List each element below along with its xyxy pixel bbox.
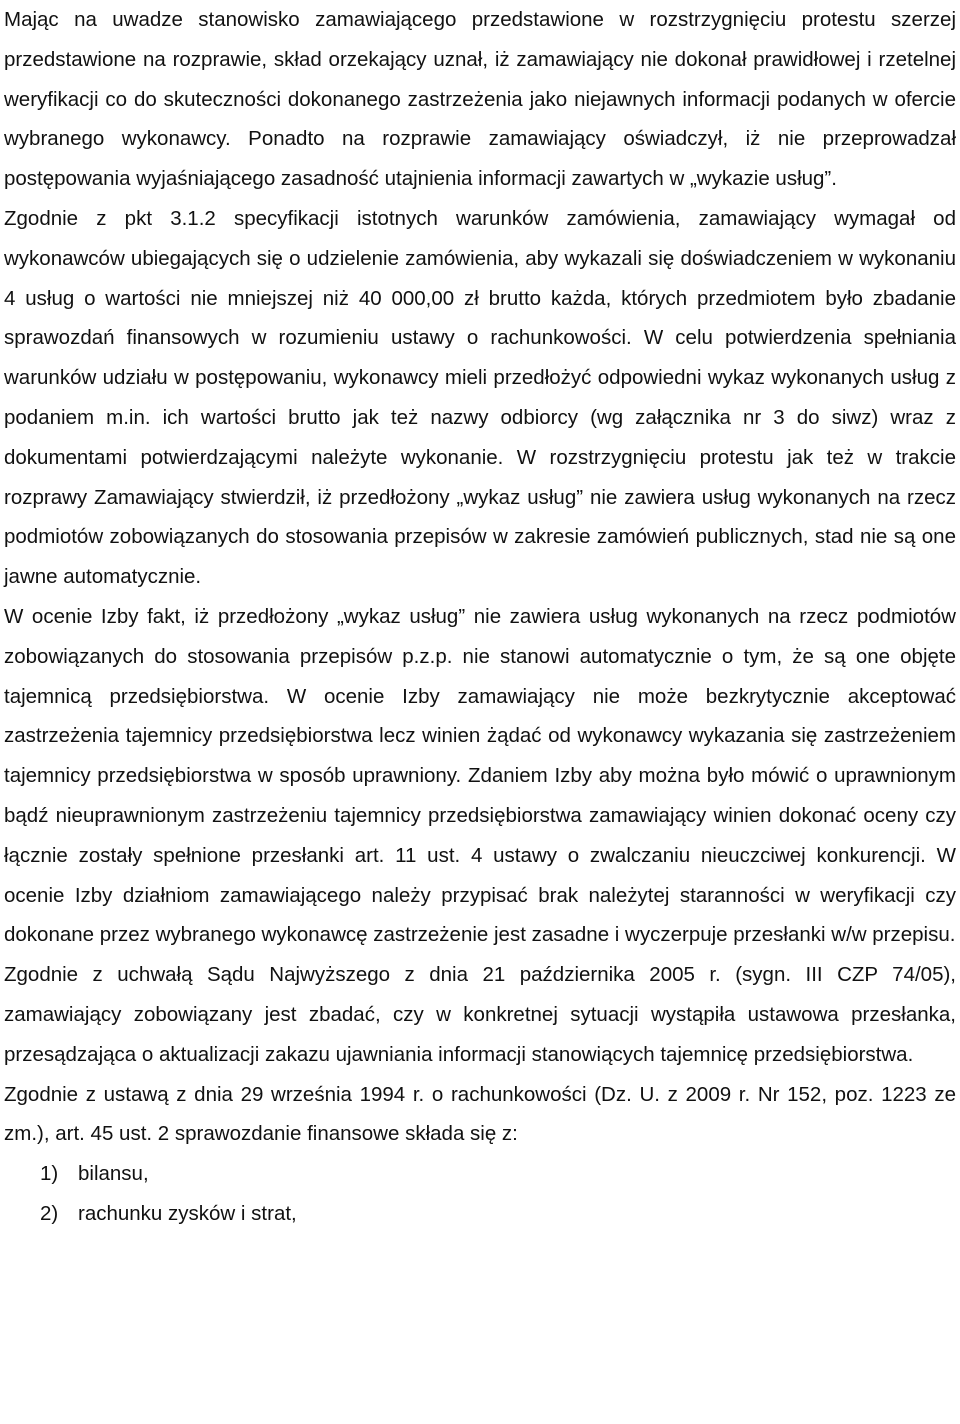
list-item-number: 2) bbox=[40, 1201, 59, 1225]
financial-statement-components-list bbox=[4, 1154, 956, 1234]
paragraph-supreme-court-resolution: Zgodnie z uchwałą Sądu Najwyższego z dnia 21 października 2005 r. (sygn. III CZP 74/05), zamawiający zobowiązany jest zbadać, czy w konkretnej sytuacji wystąpiła ustawowa przesłanka, przesądzająca o aktualizacji zakazu ujawniania informacji stanowiących tajemnicę przedsiębiorstwa. bbox=[4, 963, 956, 1066]
document-page bbox=[4, 0, 956, 1234]
paragraph-protest-assessment: Mając na uwadze stanowisko zamawiającego przedstawione w rozstrzygnięciu protestu szerzej przedstawione na rozprawie, skład orzekający uznał, iż zamawiający nie dokonał prawidłowej i rzetelnej weryfikacji co do skuteczności dokonanego zastrzeżenia jako niejawnych informacji podanych w ofercie wybranego wykonawcy. Ponadto na rozprawie zamawiający oświadczył, iż nie przeprowadzał postępowania wyjaśniającego zasadność utajnienia informacji zawartych w „wykazie usług”. bbox=[4, 8, 956, 191]
list-item-number: 1) bbox=[40, 1162, 59, 1186]
list-item bbox=[4, 1154, 956, 1194]
list-item bbox=[4, 1194, 956, 1234]
list-item-text: rachunku zysków i strat, bbox=[78, 1201, 297, 1225]
list-item-text: bilansu, bbox=[78, 1162, 149, 1186]
paragraph-accounting-act: Zgodnie z ustawą z dnia 29 września 1994 r. o rachunkowości (Dz. U. z 2009 r. Nr 152, poz. 1223 ze zm.), art. 45 ust. 2 sprawozdanie finansowe składa się z: bbox=[4, 1082, 956, 1146]
paragraph-chamber-opinion: W ocenie Izby fakt, iż przedłożony „wykaz usług” nie zawiera usług wykonanych na rzecz podmiotów zobowiązanych do stosowania przepisów p.z.p. nie stanowi automatycznie o tym, że są one objęte tajemnicą przedsiębiorstwa. W ocenie Izby zamawiający nie może bezkrytycznie akceptować zastrzeżenia tajemnicy przedsiębiorstwa lecz winien żądać od wykonawcy wykazania się zastrzeżeniem tajemnicy przedsiębiorstwa w sposób uprawniony. Zdaniem Izby aby można było mówić o uprawnionym bądź nieuprawnionym zastrzeżeniu tajemnicy przedsiębiorstwa zamawiający winien dokonać oceny czy łącznie zostały spełnione przesłanki art. 11 ust. 4 ustawy o zwalczaniu nieuczciwej konkurencji. W ocenie Izby działniom zamawiającego należy przypisać brak należytej staranności w weryfikacji czy dokonane przez wybranego wykonawcę zastrzeżenie jest zasadne i wyczerpuje przesłanki w/w przepisu. bbox=[4, 604, 956, 947]
paragraph-siwz-requirements: Zgodnie z pkt 3.1.2 specyfikacji istotnych warunków zamówienia, zamawiający wymagał od wykonawców ubiegających się o udzielenie zamówienia, aby wykazali się doświadczeniem w wykonaniu 4 usług o wartości nie mniejszej niż 40 000,00 zł brutto każda, których przedmiotem było zbadanie sprawozdań finansowych w rozumieniu ustawy o rachunkowości. W celu potwierdzenia spełniania warunków udziału w postępowaniu, wykonawcy mieli przedłożyć odpowiedni wykaz wykonanych usług z podaniem m.in. ich wartości brutto jak też nazwy odbiorcy (wg załącznika nr 3 do siwz) wraz z dokumentami potwierdzającymi należyte wykonanie. W rozstrzygnięciu protestu jak też w trakcie rozprawy Zamawiający stwierdził, iż przedłożony „wykaz usług” nie zawiera usług wykonanych na rzecz podmiotów zobowiązanych do stosowania przepisów w zakresie zamówień publicznych, stad nie są one jawne automatycznie. bbox=[4, 206, 956, 589]
